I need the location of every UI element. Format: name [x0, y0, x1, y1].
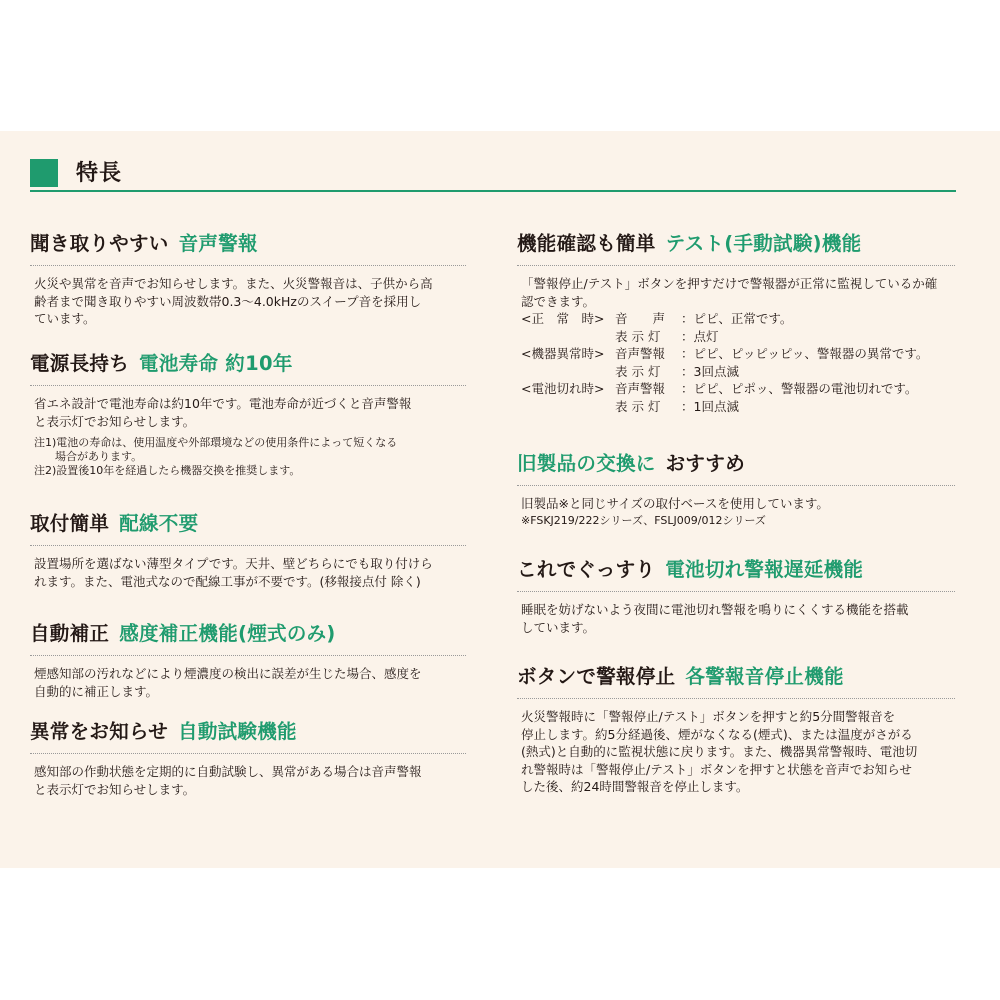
- dotted-divider: [30, 385, 466, 386]
- feature-voice-alarm: [30, 230, 466, 328]
- feature-body: 設置場所を選ばない薄型タイプです。天井、壁どちらにでも取り付けら れます。また、電池式なので配線工事が不要です。(移報接点付 除く): [34, 556, 433, 589]
- table-row: 表 示 灯 ：3回点滅: [615, 363, 739, 379]
- feature-body: 感知部の作動状態を定期的に自動試験し、異常がある場合は音声警報 と表示灯でお知らせします。: [34, 764, 422, 797]
- dotted-divider: [30, 265, 466, 266]
- feature-heading: 機能確認も簡単 テスト(手動試験)機能: [517, 232, 862, 255]
- feature-body: 火災や異常を音声でお知らせします。また、火災警報音は、子供から高 齢者まで聞き取りやすい周波数帯0.3〜4.0kHzのスイープ音を採用し ています。: [34, 276, 433, 326]
- feature-easy-install: [30, 510, 466, 590]
- title-square-icon: [30, 159, 58, 187]
- test-result-table: [517, 310, 955, 415]
- feature-replacement: [517, 450, 955, 529]
- feature-body: 「警報停止/テスト」ボタンを押すだけで警報器が正常に監視しているか確 認できます。: [521, 276, 938, 309]
- section-title-bar: [30, 159, 956, 192]
- feature-battery-delay: [517, 556, 955, 636]
- feature-self-test: [30, 718, 466, 798]
- feature-manual-test: [517, 230, 955, 415]
- feature-heading: 異常をお知らせ 自動試験機能: [30, 720, 297, 743]
- feature-body: 火災警報時に「警報停止/テスト」ボタンを押すと約5分間警報音を 停止します。約5分経過後、煙がなくなる(煙式)、または温度がさがる (熱式)と自動的に監視状態に戻ります。また、機器異常警報時、電池切 れ警報時は「警報停止/テスト」ボタンを押すと状態を音声でお知らせ した後、約24時間警報音を停止します。: [521, 709, 918, 794]
- feature-body: 煙感知部の汚れなどにより煙濃度の検出に誤差が生じた場合、感度を 自動的に補正します。: [34, 666, 422, 699]
- feature-alarm-stop: [517, 663, 955, 796]
- table-row: 表 示 灯 ：1回点滅: [615, 398, 739, 414]
- dotted-divider: [517, 591, 955, 592]
- dotted-divider: [517, 265, 955, 266]
- dotted-divider: [30, 655, 466, 656]
- dotted-divider: [517, 485, 955, 486]
- table-row: <正 常 時> 音 声 ：ピピ、正常です。: [521, 311, 793, 326]
- feature-heading: 取付簡単 配線不要: [30, 512, 199, 535]
- feature-heading: 自動補正 感度補正機能(煙式のみ): [30, 622, 336, 645]
- feature-body: 旧製品※と同じサイズの取付ベースを使用しています。: [521, 496, 829, 511]
- feature-heading: 電源長持ち 電池寿命 約10年: [30, 352, 293, 375]
- dotted-divider: [517, 698, 955, 699]
- compatible-series-note: ※FSKJ219/222シリーズ、FSLJ009/012シリーズ: [521, 513, 766, 527]
- feature-heading: 旧製品の交換に おすすめ: [517, 452, 746, 475]
- feature-battery-life: [30, 350, 466, 478]
- dotted-divider: [30, 753, 466, 754]
- feature-heading: 聞き取りやすい 音声警報: [30, 232, 258, 255]
- feature-heading: これでぐっすり 電池切れ警報遅延機能: [517, 558, 864, 581]
- title-underline: [30, 190, 956, 192]
- feature-body: 省エネ設計で電池寿命は約10年です。電池寿命が近づくと音声警報 と表示灯でお知らせします。: [34, 396, 412, 429]
- table-row: <電池切れ時> 音声警報 ：ピピ、ピポッ、警報器の電池切れです。: [521, 381, 918, 396]
- dotted-divider: [30, 545, 466, 546]
- feature-notes: 注1)電池の寿命は、使用温度や外部環境などの使用条件によって短くなる 場合があります。 注2)設置後10年を経過したら機器交換を推奨します。: [34, 436, 398, 477]
- feature-auto-correction: [30, 620, 466, 700]
- page-title: 特長: [76, 161, 123, 186]
- feature-body: 睡眠を妨げないよう夜間に電池切れ警報を鳴りにくくする機能を搭載 しています。: [521, 602, 909, 635]
- table-row: 表 示 灯 ：点灯: [615, 328, 719, 344]
- feature-heading: ボタンで警報停止 各警報音停止機能: [517, 665, 844, 688]
- table-row: <機器異常時> 音声警報 ：ピピ、ピッピッピッ、警報器の異常です。: [521, 346, 929, 361]
